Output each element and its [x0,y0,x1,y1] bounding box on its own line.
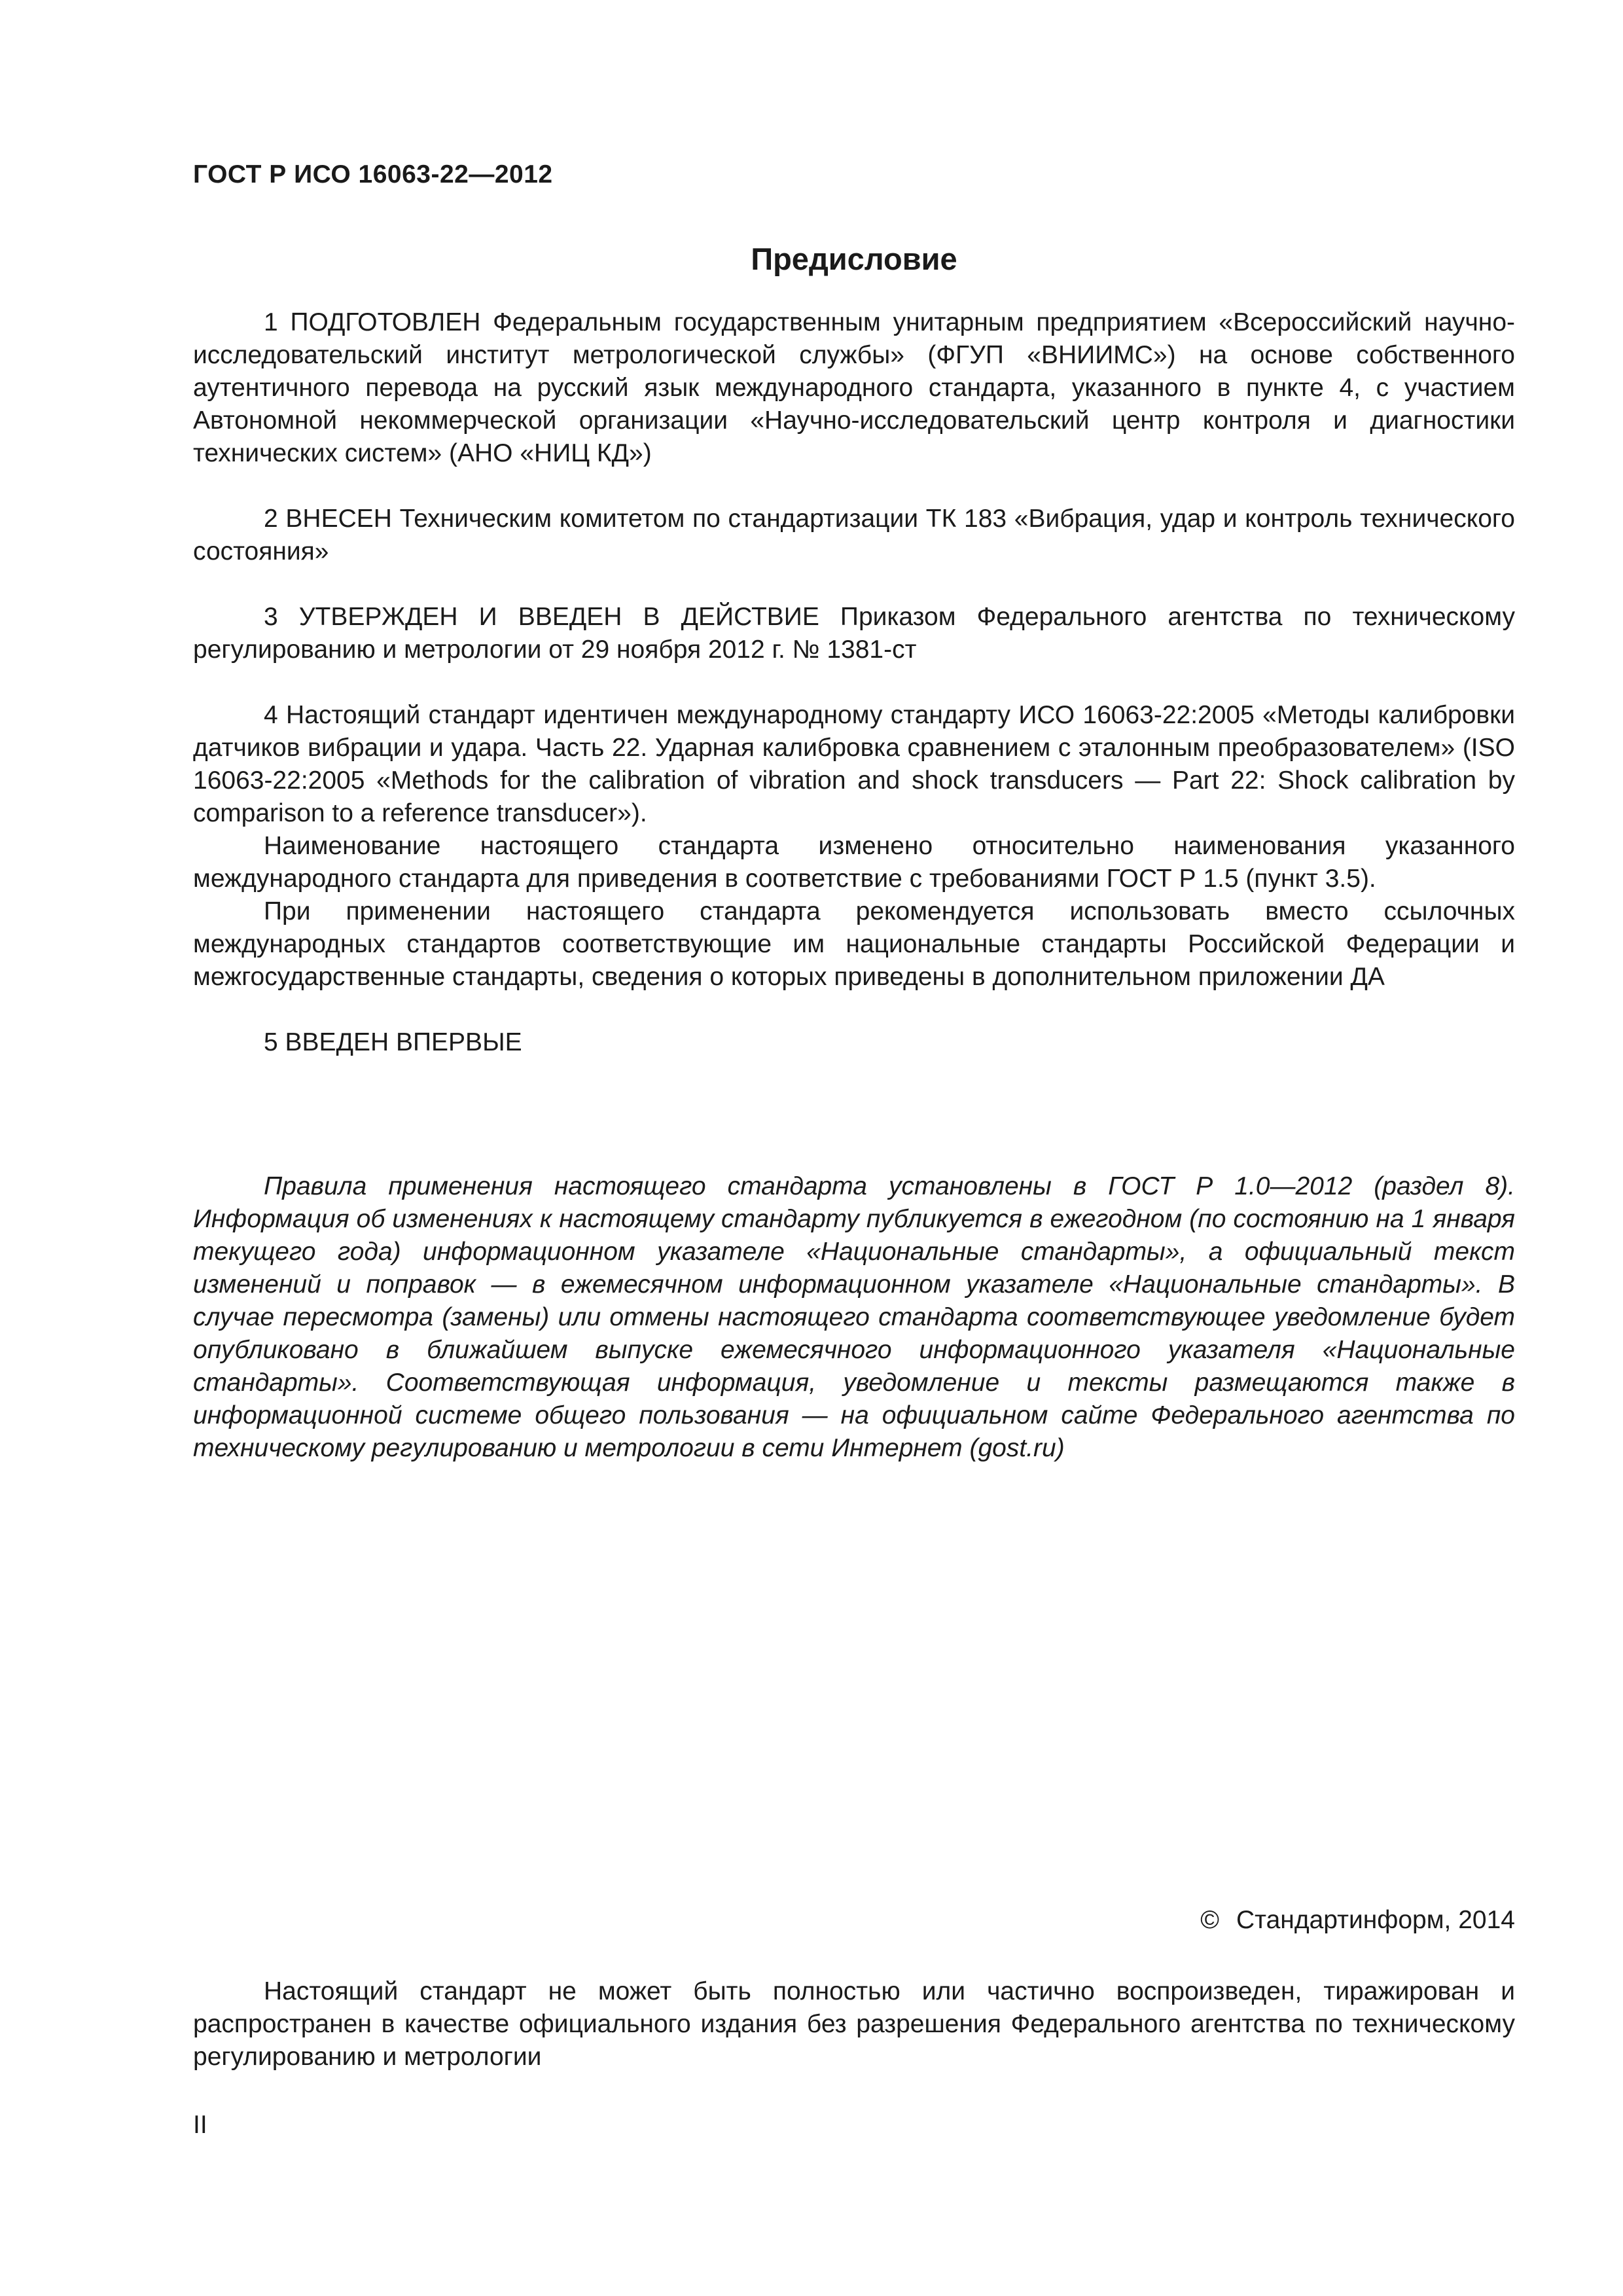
preface-section-3 [193,601,1515,666]
preface-section-5 [193,1026,1515,1059]
preface-paragraph: При применении настоящего стандарта рекомендуется использовать вместо ссылочных международных стандартов соответствующие им национальные стандарты Российской Федерации и межгосударственные стандарты, сведения о которых приведены в дополнительном приложении ДА [193,897,1515,991]
copyright-text: Стандартинформ, 2014 [1236,1906,1515,1934]
preface-paragraph: 1 ПОДГОТОВЛЕН Федеральным государственным унитарным предприятием «Всероссийский научно-исследовательский институт метрологической службы» (ФГУП «ВНИИМС») на основе собственного аутентичного перевода на русский язык международного стандарта, указанного в пункте 4, с участием Автономной некоммерческой организации «Научно-исследовательский центр контроля и диагностики технических систем» (АНО «НИЦ КД») [193,308,1515,467]
preface-body [193,306,1515,1059]
copyright-symbol: © [1200,1906,1219,1934]
preface-paragraph: 5 ВВЕДЕН ВПЕРВЫЕ [264,1028,522,1056]
preface-paragraph: 3 УТВЕРЖДЕН И ВВЕДЕН В ДЕЙСТВИЕ Приказом Федерального агентства по техническому регулированию и метрологии от 29 ноября 2012 г. № 1381-ст [193,603,1515,664]
copyright-line [1200,1906,1515,1935]
page-number: II [193,2111,207,2139]
preface-section-1 [193,306,1515,470]
page-title: Предисловие [751,242,957,276]
preface-paragraph: 2 ВНЕСЕН Техническим комитетом по стандартизации ТК 183 «Вибрация, удар и контроль технического состояния» [193,505,1515,565]
preface-paragraph: Наименование настоящего стандарта изменено относительно наименования указанного международного стандарта для приведения в соответствие с требованиями ГОСТ Р 1.5 (пункт 3.5). [193,832,1515,893]
reproduction-notice: Настоящий стандарт не может быть полностью или частично воспроизведен, тиражирован и распространен в качестве официального издания без разрешения Федерального агентства по техническому регулированию и метрологии [193,1977,1515,2071]
rules-note: Правила применения настоящего стандарта установлены в ГОСТ Р 1.0—2012 (раздел 8). Информация об изменениях к настоящему стандарту публикуется в ежегодном (по состоянию на 1 января текущего года) информационном указателе «Национальные стандарты», а официальный текст изменений и поправок — в ежемесячном информационном указателе «Национальные стандарты». В случае пересмотра (замены) или отмены настоящего стандарта соответствующее уведомление будет опубликовано в ближайшем выпуске ежемесячного информационного указателя «Национальные стандарты». Соответствующая информация, уведомление и тексты размещаются также в информационной системе общего пользования — на официальном сайте Федерального агентства по техническому регулированию и метрологии в сети Интернет (gost.ru) [193,1172,1515,1462]
preface-paragraph: 4 Настоящий стандарт идентичен международному стандарту ИСО 16063-22:2005 «Методы калибровки датчиков вибрации и удара. Часть 22. Ударная калибровка сравнением с эталонным преобразователем» (ISO 16063-22:2005 «Methods for the calibration of vibration and shock transducers — Part 22: Shock calibration by comparison to a reference transducer»). [193,701,1515,827]
preface-section-2 [193,503,1515,568]
preface-section-4 [193,699,1515,994]
standard-code: ГОСТ Р ИСО 16063-22—2012 [193,160,553,188]
